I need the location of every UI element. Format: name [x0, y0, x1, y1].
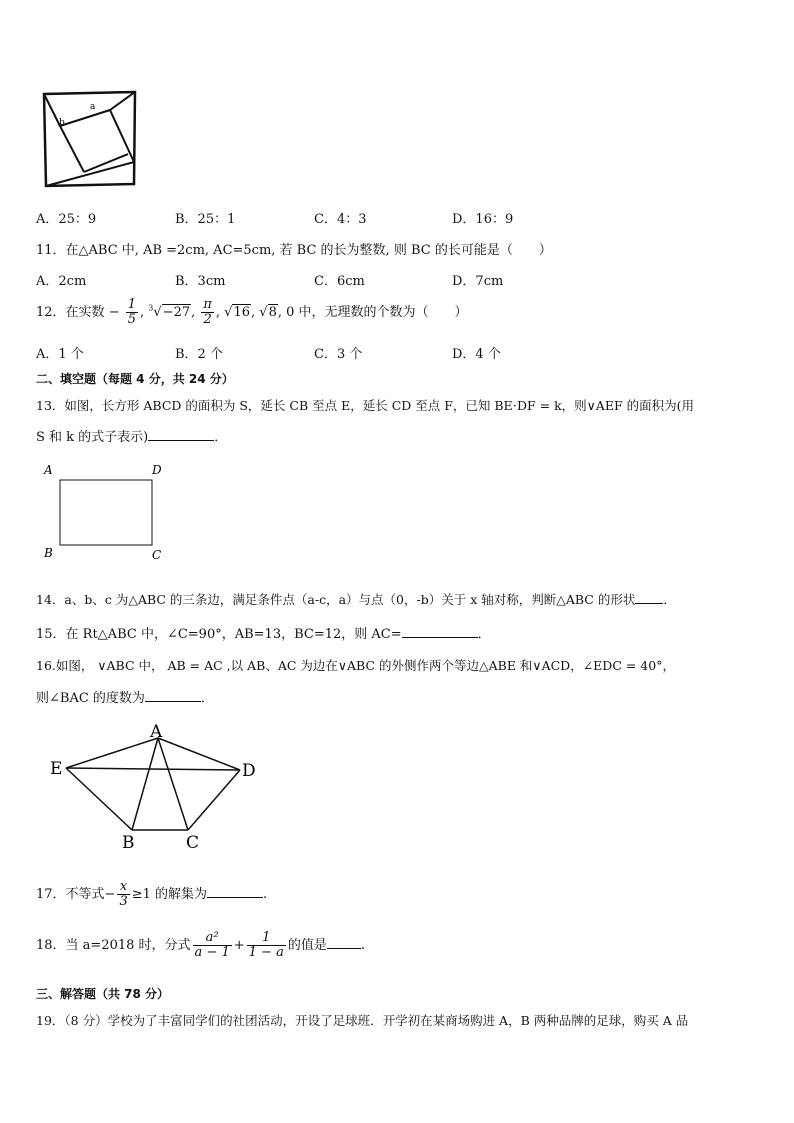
q10-option-d[interactable]: D．16：9: [452, 212, 514, 227]
label-C: C: [152, 548, 162, 562]
q11-option-b[interactable]: B．3cm: [175, 274, 226, 289]
q12-pi-fraction: $\frac{\pi}{2}$: [203, 297, 212, 327]
q11-option-a[interactable]: A．2cm: [36, 274, 87, 289]
q13-line2: S 和 k 的式子表示) ．: [36, 426, 227, 445]
q18-answer-blank[interactable]: [327, 934, 361, 949]
q14-text: 14．a、b、c 为△ABC 的三条边，满足条件点（a-c，a）与点（0，-b）关于 x 轴对称，判断△ABC 的形状 ．: [36, 589, 676, 608]
q12-option-b[interactable]: B．2 个: [175, 347, 223, 362]
q10-option-c[interactable]: C．4：3: [314, 212, 367, 227]
q16-line2: 则∠BAC 的度数为 ．: [36, 687, 214, 706]
q15-answer-blank[interactable]: [402, 623, 478, 638]
section-3-heading: 三、解答题（共 78 分）: [36, 987, 170, 1001]
q15-text: 15．在 Rt△ABC 中，∠C=90°，AB=13，BC=12，则 AC= ．: [36, 623, 491, 642]
q14-answer-blank[interactable]: [635, 589, 663, 604]
q12-fraction: $\frac{1}{5}$: [127, 297, 137, 327]
q13-line1: 13．如图，长方形 ABCD 的面积为 S，延长 CB 至点 E，延长 CD 至点 F，已知 BE⋅DF = k，则∨AEF 的面积为(用: [36, 398, 694, 413]
q16-answer-blank[interactable]: [145, 687, 201, 702]
q12-options: [36, 343, 756, 363]
square-figure: [40, 88, 140, 192]
label-E: E: [50, 759, 63, 779]
q11-text: 11．在△ABC 中, AB =2cm, AC=5cm, 若 BC 的长为整数, 则 BC 的长可能是（ ）: [36, 243, 552, 258]
q11-options: [36, 270, 756, 290]
label-A: A: [44, 463, 53, 477]
q12-option-a[interactable]: A．1 个: [36, 347, 84, 362]
label-D: D: [242, 761, 256, 781]
rectangle-figure: [40, 460, 170, 564]
q13-answer-blank[interactable]: [148, 426, 214, 441]
q19-text: 19．（8 分）学校为了丰富同学们的社团活动，开设了足球班．开学初在某商场购进 A，B 两种品牌的足球，购买 A 品: [36, 1013, 689, 1028]
q16-line1: 16.如图， ∨ABC 中， AB = AC ,以 AB、AC 为边在∨ABC 的外侧作两个等边△ABE 和∨ACD，∠EDC = 40°，: [36, 658, 675, 673]
label-B: B: [44, 546, 53, 560]
section-2-heading: 二、填空题（每题 4 分，共 24 分）: [36, 372, 234, 386]
label-A: A: [150, 722, 163, 742]
q12-rest: 0 中，无理数的个数为（ ）: [286, 305, 468, 320]
label-B: B: [122, 833, 135, 853]
q10-options: [36, 208, 756, 228]
q10-option-a[interactable]: A．25：9: [36, 212, 97, 227]
q11-option-d[interactable]: D．7cm: [452, 274, 504, 289]
q12-text: 12．在实数 − $\frac{1}{5}$ , $^3$√−27, $\frac{\pi}{2}$ , √16, √8, 0 中，无理数的个数为（ ）: [36, 297, 468, 327]
label-D: D: [152, 463, 162, 477]
triangle-figure: [40, 716, 270, 856]
q11-option-c[interactable]: C．6cm: [314, 274, 365, 289]
q12-prefix: 12．在实数: [36, 305, 105, 320]
q17-text: 17．不等式− $\frac{x}{3}$ ≥1 的解集为 .: [36, 879, 268, 909]
label-a: a: [90, 102, 96, 112]
q17-answer-blank[interactable]: [207, 883, 263, 898]
q12-option-c[interactable]: C．3 个: [314, 347, 363, 362]
q12-option-d[interactable]: D．4 个: [452, 347, 501, 362]
label-b: b: [59, 118, 65, 128]
q10-option-b[interactable]: B．25：1: [175, 212, 236, 227]
q18-text: 18．当 a=2018 时，分式 $\frac{\text{a²}}{a - 1}$ + $\frac{1}{1 - a}$ 的值是 .: [36, 930, 365, 960]
label-C: C: [186, 833, 200, 853]
